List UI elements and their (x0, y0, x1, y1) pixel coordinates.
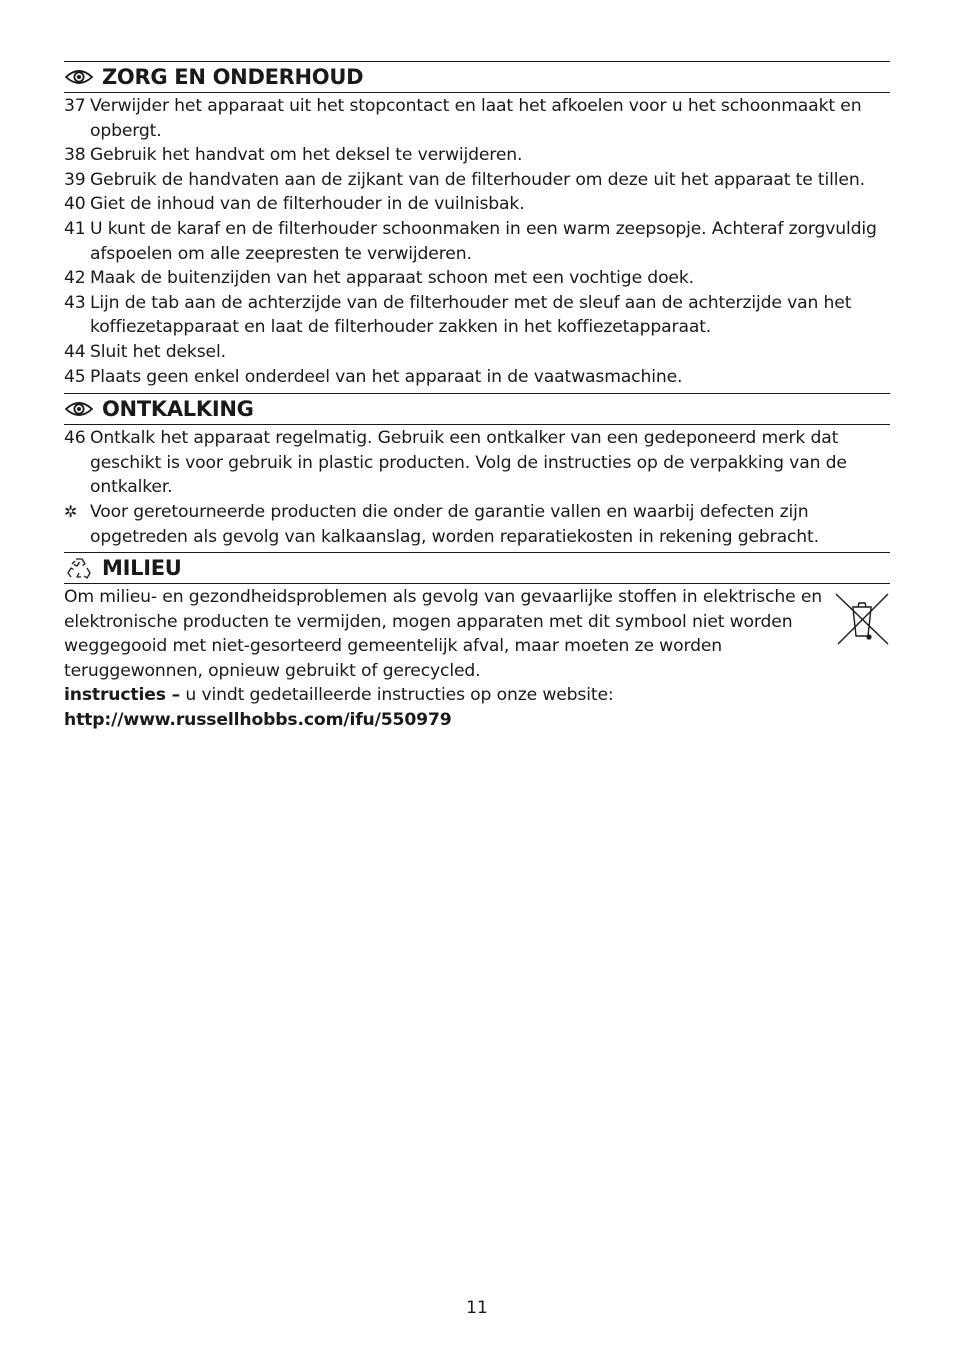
list-item: 44 Sluit het deksel. (64, 341, 226, 362)
list-item: ✲ Voor geretourneerde producten die onder de garantie vallen en waarbij defecten zijn opgetreden als gevolg van kalkaanslag, worden reparatiekosten in rekening gebracht. (64, 501, 819, 547)
instructions-line (64, 683, 890, 708)
list-item: 37 Verwijder het apparaat uit het stopcontact en laat het afkoelen voor u het schoonmaakt en opbergt. (64, 96, 862, 141)
website-link[interactable]: http://www.russellhobbs.com/ifu/550979 (64, 710, 452, 731)
environment-body (64, 584, 890, 733)
list-item: 43 Lijn de tab aan de achterzijde van de filterhouder met de sleuf aan de achterzijde van het koffiezetapparaat en laat de filterhouder zakken in het koffiezetapparaat. (64, 292, 852, 338)
crossed-bin-icon (834, 592, 890, 648)
section-title: MILIEU (102, 556, 182, 581)
eye-icon (64, 398, 94, 420)
recycle-icon (64, 557, 94, 579)
list-item: 39 Gebruik de handvaten aan de zijkant van de filterhouder om deze uit het apparaat te tillen. (64, 169, 865, 190)
instructions-text: u vindt gedetailleerde instructies op onze website: (180, 685, 614, 706)
eye-icon (64, 66, 94, 88)
descaling-list (64, 425, 890, 552)
warning-star-icon: ✲ (64, 501, 78, 521)
section-title: ZORG EN ONDERHOUD (102, 65, 364, 89)
section-heading-environment (64, 552, 890, 584)
page-content (64, 61, 890, 733)
instructions-label: instructies – (64, 685, 181, 706)
list-item: 45 Plaats geen enkel onderdeel van het apparaat in de vaatwasmachine. (64, 366, 683, 387)
environment-paragraph: Om milieu- en gezondheidsproblemen als gevolg van gevaarlijke stoffen in elektrische en elektronische producten te vermijden, mogen apparaten met dit symbool niet worden weggegooid met niet-gesorteerd gemeentelijk afval, maar moeten ze worden teruggewonnen, opnieuw gebruikt of gerecycled. (64, 587, 823, 681)
list-item: 41 U kunt de karaf en de filterhouder schoonmaken in een warm zeepsopje. Achteraf zorgvuldig afspoelen om alle zeepresten te verwijderen. (64, 218, 877, 264)
list-item: 40 Giet de inhoud van de filterhouder in de vuilnisbak. (64, 194, 525, 215)
section-title: ONTKALKING (102, 397, 254, 422)
care-list (64, 93, 890, 393)
section-heading-descaling (64, 393, 890, 425)
list-item: 46 Ontkalk het apparaat regelmatig. Gebruik een ontkalker van een gedeponeerd merk dat geschikt is voor gebruik in plastic producten. Volg de instructies op de verpakking van de ontkalker. (64, 428, 847, 498)
page-number: 11 (466, 1298, 488, 1318)
list-item: 38 Gebruik het handvat om het deksel te verwijderen. (64, 145, 523, 166)
section-heading-care (64, 61, 890, 93)
list-item: 42 Maak de buitenzijden van het apparaat schoon met een vochtige doek. (64, 268, 694, 289)
